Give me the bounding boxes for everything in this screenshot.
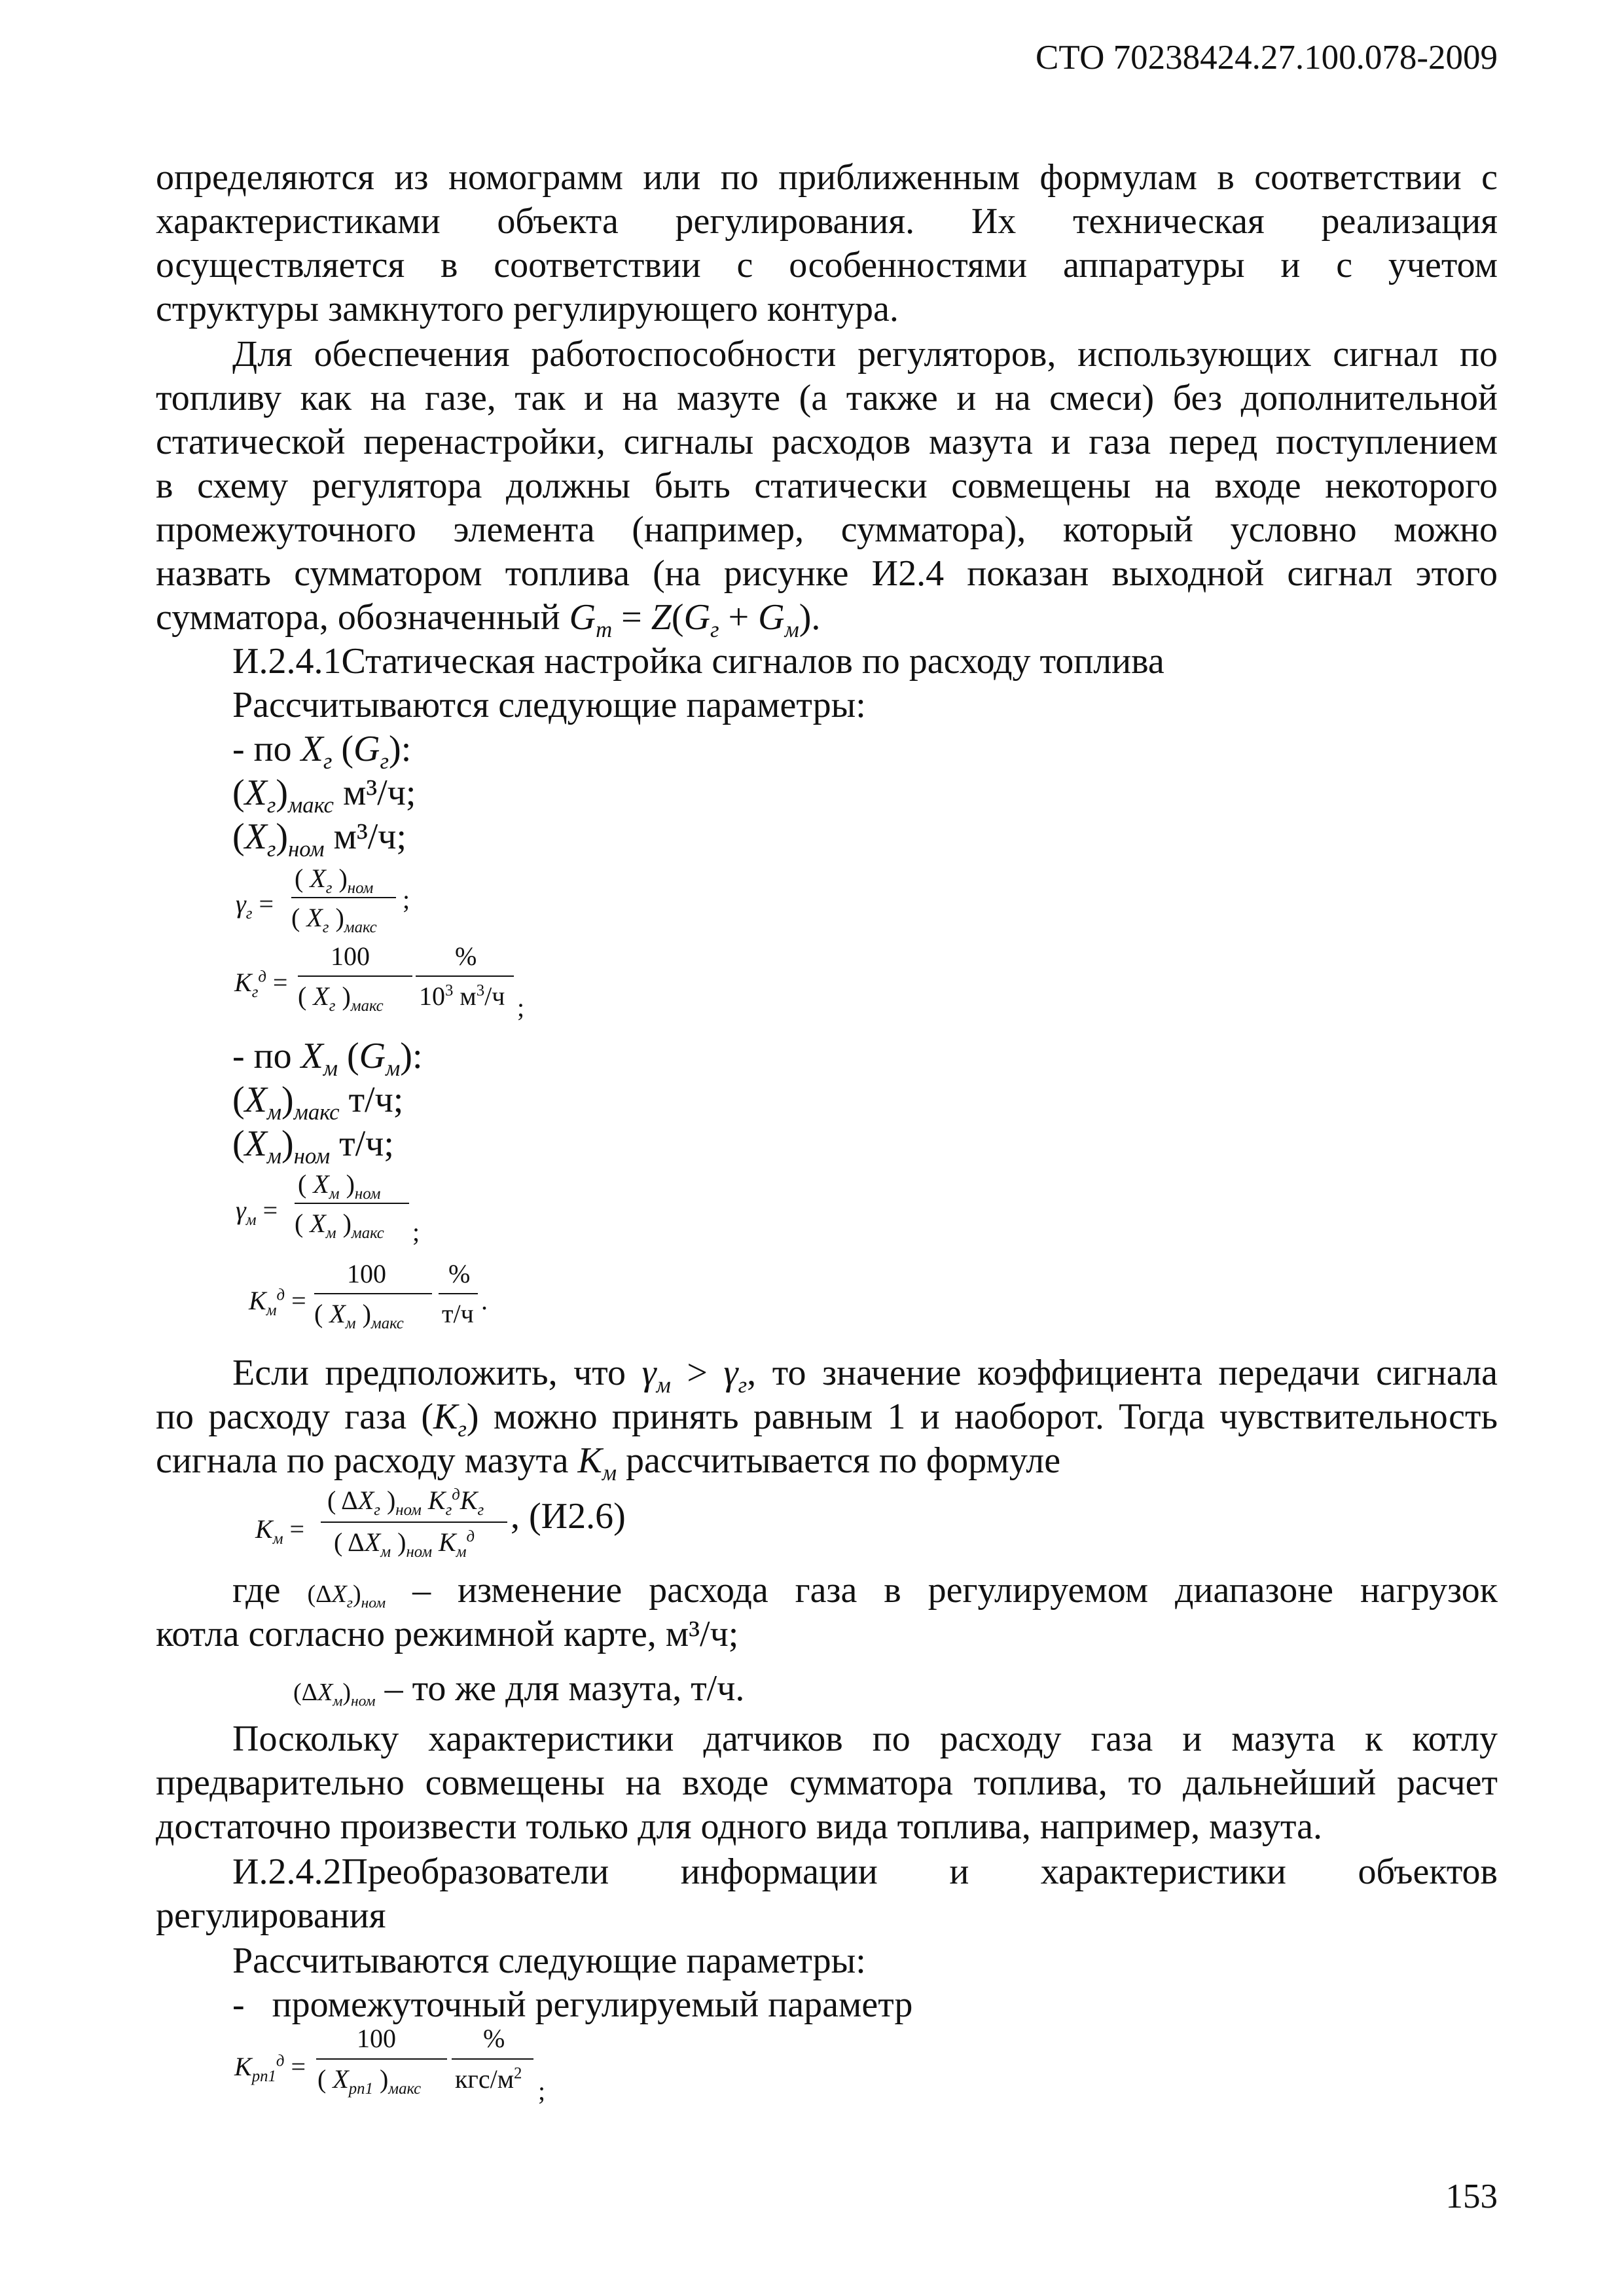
mazut-max-line: $(X_м)_{макс}$ т/ч;: [232, 1080, 404, 1125]
para-2-line-7: сумматора, обозначенный $G_т = Z(G_г + G_м)$.: [156, 597, 821, 643]
section-heading-2: И.2.4.2Преобразователи информации и характеристики объектов: [232, 1851, 1498, 1892]
para-3-line-2: по расходу газа $(K_г)$ можно принять равным 1 и наоборот. Тогда чувствительность: [156, 1396, 1498, 1442]
calc-intro-2: Рассчитываются следующие параметры:: [232, 1941, 866, 1981]
mazut-nom-line: $(X_м)_{ном}$ т/ч;: [232, 1123, 394, 1169]
para-3-line-1: Если предположить, что $\gamma_м > \gamma_г$, то значение коэффициента передачи сигнала: [232, 1353, 1498, 1398]
calc-intro: Рассчитываются следующие параметры:: [232, 685, 866, 725]
where-gas-line-1: где $(\Delta X_г)_{ном}$ – изменение расхода газа в регулируемом диапазоне нагрузок: [232, 1570, 1498, 1612]
by-gas-line: - по $X_г$ $(G_г)$:: [232, 729, 412, 774]
para-2-line-1: Для обеспечения работоспособности регуляторов, использующих сигнал по: [232, 334, 1498, 374]
section-heading-1: И.2.4.1Статическая настройка сигналов по расходу топлива: [232, 641, 1164, 682]
where-gas-line-2: котла согласно режимной карте, м³/ч;: [156, 1614, 739, 1654]
section-heading-2-cont: регулирования: [156, 1895, 386, 1936]
where-mazut-line: $(\Delta X_м)_{ном}$ – то же для мазута, т/ч.: [293, 1668, 745, 1710]
para-4-line-1: Поскольку характеристики датчиков по расходу газа и мазута к котлу: [232, 1719, 1498, 1759]
para-2-line-2: топливу как на газе, так и на мазуте (а также и на смеси) без дополнительной: [156, 378, 1498, 418]
list-item-intermediate: - промежуточный регулируемый параметр: [232, 1984, 913, 2025]
para-2-line-6: назвать сумматором топлива (на рисунке И2.4 показан выходной сигнал этого: [156, 553, 1498, 594]
by-mazut-line: - по $X_м$ $(G_м)$:: [232, 1036, 423, 1082]
gas-max-line: $(X_г)_{макс}$ м³/ч;: [232, 773, 416, 818]
document-page: СТО 70238424.27.100.078-2009 определяются из номограмм или по приближенным формулам в соответствии с характеристиками объекта регулирования. Их техническая реализация осуществляется в соответствии с особенностями аппаратуры и с учетом структуры замкнутого регулирующего контура. Для обеспечения работоспособности регуляторов, использующих сигнал по топливу как на газе, так и на мазуте (а также и на смеси) без дополнительной статической перенастройки, сигналы расходов мазута и газа перед поступлением в схему регулятора должны быть статически совмещены на входе некоторого промежуточного элемента (например, сумматора), который условно можно назвать сумматором топлива (на рисунке И2.4 показан выходной сигнал этого сумматора, обозначенный $G_т = Z(G_г + G_м)$. И.2.4.1Статическая настройка сигналов по расходу топлива Рассчитываются следующие параметры: - по $X_г$ $(G_г)$: $(X_г)_{макс}$ м³/ч; $(X_г)_{ном}$ м³/ч; $\gamma_г$ = ( $X_г$ )$_{ном}$ ( $X_г$ )$_{макс}$ ; $K_г^д$ = 100 ( $X_г$ )$_{макс}$ % $10^3$ $м^3/ч$ ; - по $X_м$ $(G_м)$: $(X_м)_{макс}$ т/ч; $(X_м)_{ном}$ т/ч; $\gamma_м$ = ( $X_м$ )$_{ном}$ ( $X_м$ )$_{макс}$ ; $K_м^д$ = 100 ( $X_м$ )$_{макс}$ % т/ч . Если предположить, что $\gamma_м > \gamma_г$, то значение коэффициента передачи сигнала по расходу газа $(K_г)$ можно принять равным 1 и наоборот. Тогда чувствительность сигнала по расходу мазута $K_м$ рассчитывается по формуле $K_м$ = ( $\Delta X_г$ )$_{ном}$ $K_г^дK_г$ ( $\Delta X_м$ )$_{ном}$ $K_м^д$ , (И2.6) где $(\Delta X_г)_{ном}$ – изменение расхода газа в регулируемом диапазоне нагрузок котла согласно режимной карте, м³/ч; $(\Delta X_м)_{ном}$ – то же для мазута, т/ч. Поскольку характеристики датчиков по расходу газа и мазута к котлу предварительно совмещены на входе сумматора топлива, то дальнейший расчет достаточно произвести только для одного вида топлива, например, мазута. И.2.4.2Преобразователи информации и характеристики объектов регулирования Рассчитываются следующие параметры: - промежуточный регулируемый параметр $K_{рп1}^д$ = 100 ( $X_{рп1}$ )$_{макс}$ % кгс/$м^2$ ; 153: [156, 39, 1498, 2215]
gas-nom-line: $(X_г)_{ном}$ м³/ч;: [232, 816, 407, 862]
para-1-line-1: определяются из номограмм или по приближенным формулам в соответствии с: [156, 157, 1498, 198]
page-number: 153: [1445, 2178, 1498, 2215]
document-code: СТО 70238424.27.100.078-2009: [1036, 39, 1498, 77]
para-4-line-2: предварительно совмещены на входе сумматора топлива, то дальнейший расчет: [156, 1762, 1498, 1803]
para-4-line-3: достаточно произвести только для одного вида топлива, например, мазута.: [156, 1806, 1323, 1847]
para-2-line-3: статической перенастройки, сигналы расходов мазута и газа перед поступлением: [156, 422, 1498, 462]
para-1-line-2: характеристиками объекта регулирования. Их техническая реализация: [156, 201, 1498, 242]
para-1-line-3: осуществляется в соответствии с особенностями аппаратуры и с учетом: [156, 245, 1498, 285]
para-3-line-3: сигнала по расходу мазута $K_м$ рассчитывается по формуле: [156, 1440, 1061, 1486]
para-1-line-4: структуры замкнутого регулирующего контура.: [156, 289, 899, 329]
para-2-line-4: в схему регулятора должны быть статически совмещены на входе некоторого: [156, 465, 1498, 506]
para-2-line-5: промежуточного элемента (например, сумматора), который условно можно: [156, 509, 1498, 550]
